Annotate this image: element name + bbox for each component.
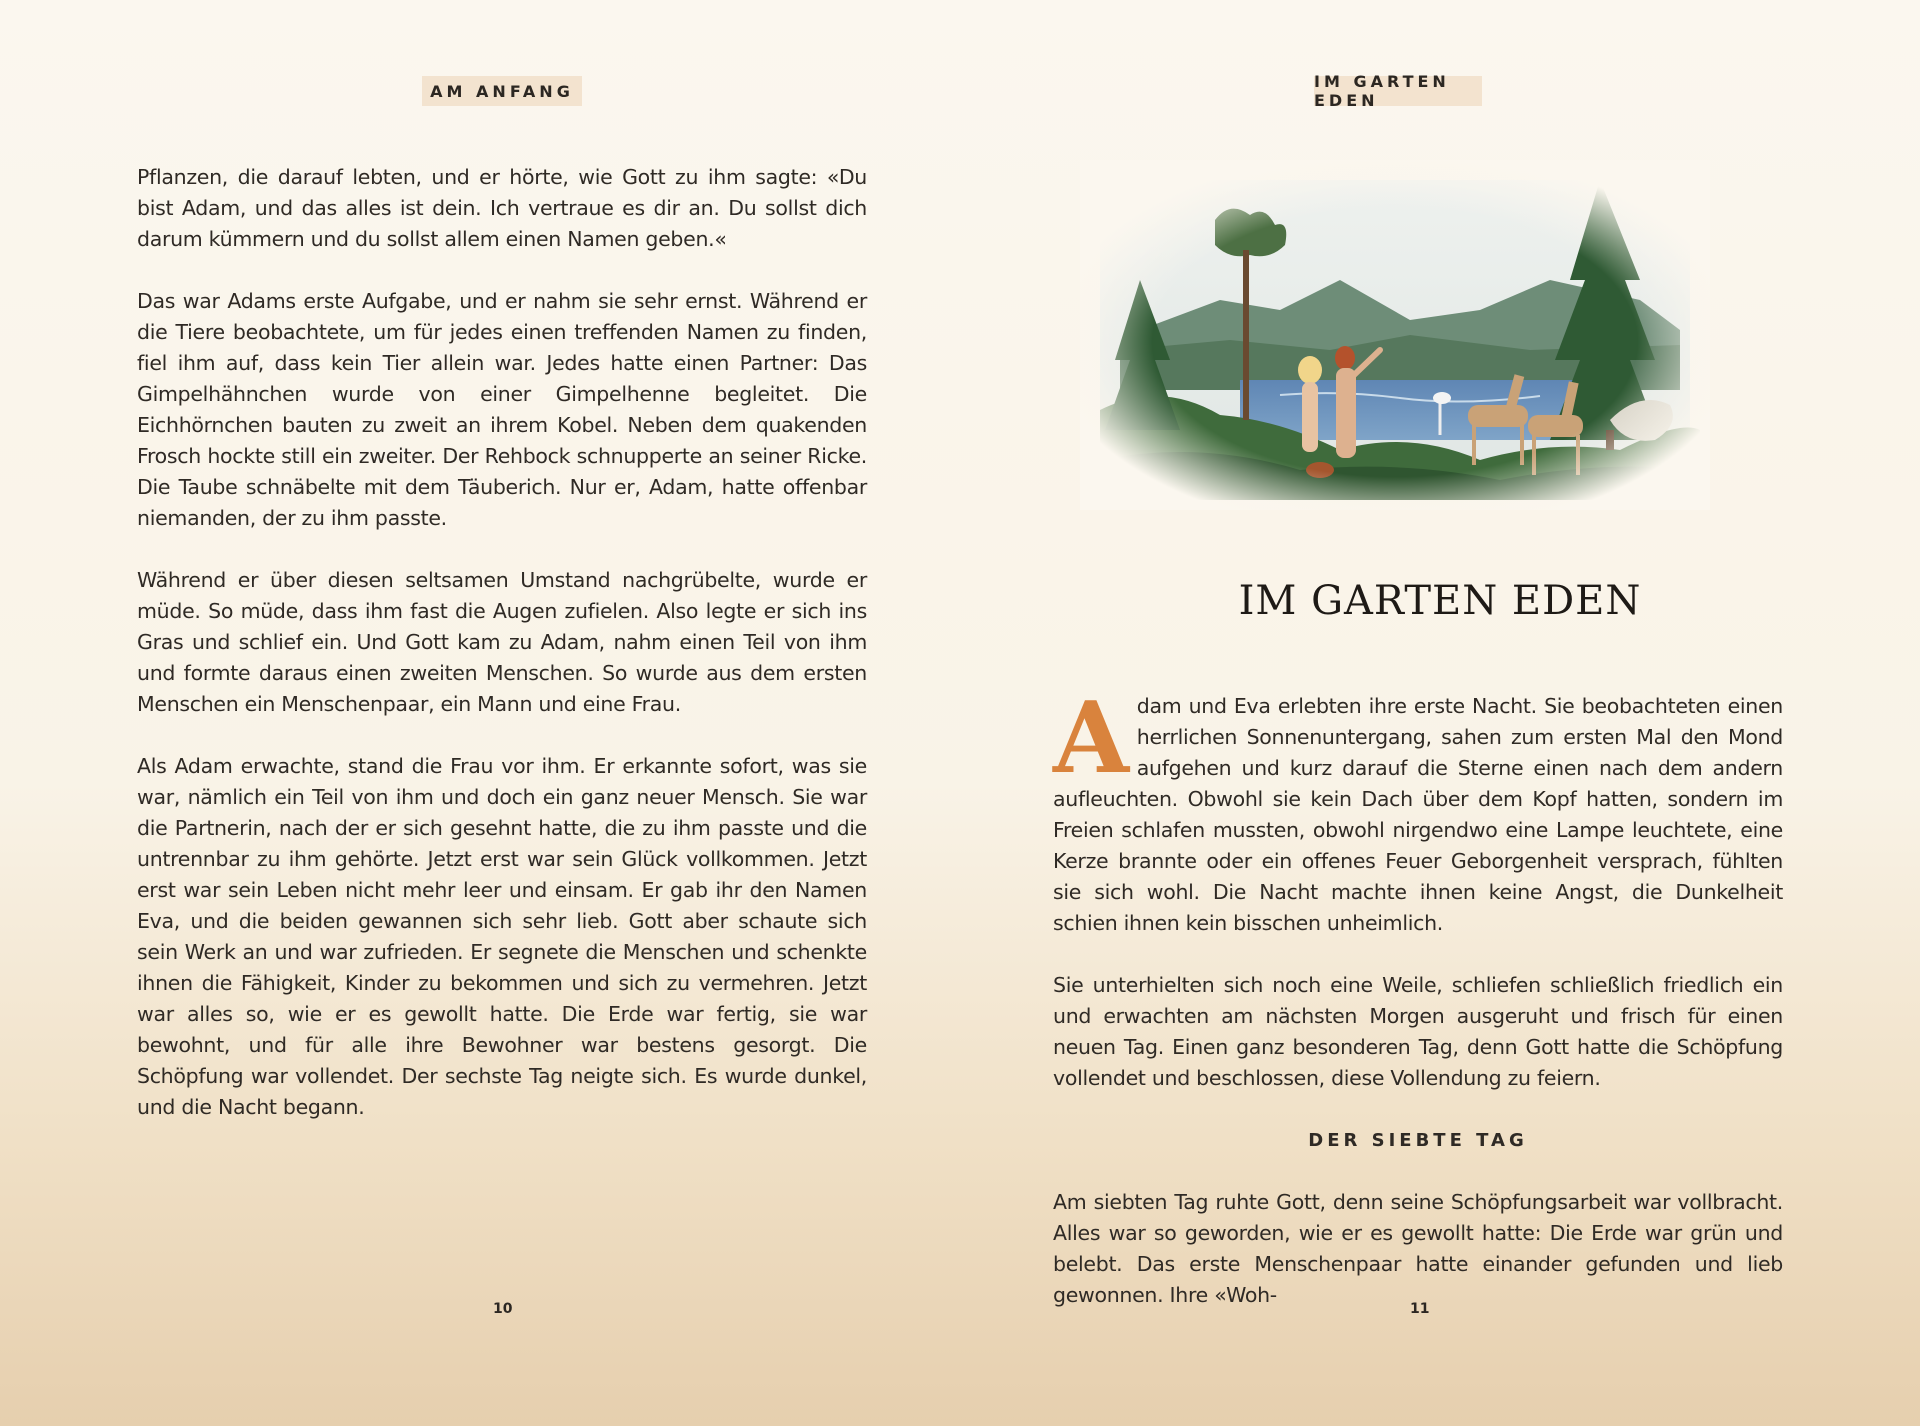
paragraph: Das war Adams erste Aufgabe, und er nahm sie sehr ernst. Während er die Tiere beobachtete, um für jedes einen treffenden Namen zu finden, fiel ihm auf, dass kein Tier allein war. Jedes hatte einen Partner: Das Gimpelhähnchen wurde von einer Gimpelhenne begleitet. Die Eichhörnchen bauten zu zweit an ihrem Kobel. Neben dem quakenden Frosch hockte still ein zweiter. Der Rehbock schnupperte an seiner Ricke. Die Taube schnäbelte mit dem Täuberich. Nur er, Adam, hatte offenbar niemanden, der zu ihm passte. — [137, 289, 867, 530]
page-number-left: 10 — [493, 1301, 513, 1317]
paragraph: Pflanzen, die darauf lebten, und er hörte, wie Gott zu ihm sagte: «Du bist Adam, und das alles ist dein. Ich vertraue es dir an. Du sollst dich darum kümmern und du sollst allem einen Namen geben.« — [137, 165, 867, 251]
paragraph: Am siebten Tag ruhte Gott, denn seine Schöpfungsarbeit war vollbracht. Alles war so geworden, wie er es gewollt hatte: Die Erde war grün und belebt. Das erste Menschenpaar hatte einander gefunden und lieb gewonnen. Ihre «Woh- — [1053, 1190, 1783, 1307]
paragraph: Als Adam erwachte, stand die Frau vor ihm. Er erkannte sofort, was sie war, nämlich ein Teil von ihm und doch ein ganz neuer Mensch. Sie war die Partnerin, nach der er sich gesehnt hatte, die zu ihm passte und die untrennbar zu ihm gehörte. Jetzt erst war sein Glück vollkommen. Jetzt erst war sein Leben nicht mehr leer und einsam. Er gab ihr den Namen Eva, und die beiden gewannen sich sehr lieb. Gott aber schaute sich sein Werk an und war zufrieden. Er segnete die Menschen und schenkte ihnen die Fähigkeit, Kinder zu bekommen und sich zu vermehren. Jetzt war alles so, wie er es gewollt hatte. Die Erde war fertig, sie war bewohnt, und für alle ihre Bewohner war bestens gesorgt. Die Schöpfung war vollendet. Der sechste Tag neigte sich. Es wurde dunkel, und die Nacht begann. — [137, 754, 867, 1119]
page-number-right: 11 — [1410, 1301, 1430, 1317]
paragraph — [1053, 681, 1783, 939]
chapter-title: IM GARTEN EDEN — [1238, 578, 1642, 624]
paragraph: Sie unterhielten sich noch eine Weile, schliefen schließlich friedlich ein und erwachten am nächsten Morgen ausgeruht und frisch für einen neuen Tag. Einen ganz besonderen Tag, denn Gott hatte die Schöpfung vollendet und beschlossen, diese Vollendung zu feiern. — [1053, 973, 1783, 1090]
running-head-left: AM ANFANG — [422, 76, 582, 106]
left-body-text — [137, 162, 867, 1154]
right-page — [960, 0, 1920, 1426]
paragraph: Während er über diesen seltsamen Umstand nachgrübelte, wurde er müde. So müde, dass ihm fast die Augen zufielen. Also legte er sich ins Gras und schlief ein. Und Gott kam zu Adam, nahm einen Teil von ihm und formte daraus einen zweiten Menschen. So wurde aus dem ersten Menschen ein Menschenpaar, ein Mann und eine Frau. — [137, 568, 867, 716]
section-subheading: DER SIEBTE TAG — [1308, 1130, 1528, 1151]
running-head-right: IM GARTEN EDEN — [1314, 76, 1482, 106]
right-body-text — [1053, 681, 1783, 1342]
garden-eden-illustration — [1080, 160, 1710, 510]
drop-cap: A — [1053, 681, 1129, 796]
paragraph-text: dam und Eva erlebten ihre erste Nacht. Sie beobachteten einen herrlichen Sonnenuntergang, sahen zum ersten Mal den Mond aufgehen und kurz darauf die Sterne einen nach dem andern aufleuchten. Obwohl sie kein Dach über dem Kopf hatten, sondern im Freien schlafen mussten, obwohl nirgendwo eine Lampe leuchtete, eine Kerze brannte oder ein offenes Feuer Geborgenheit versprach, fühlten sie sich wohl. Die Nacht machte ihnen keine Angst, die Dunkelheit schien ihnen kein bisschen unheimlich. — [1053, 694, 1783, 935]
